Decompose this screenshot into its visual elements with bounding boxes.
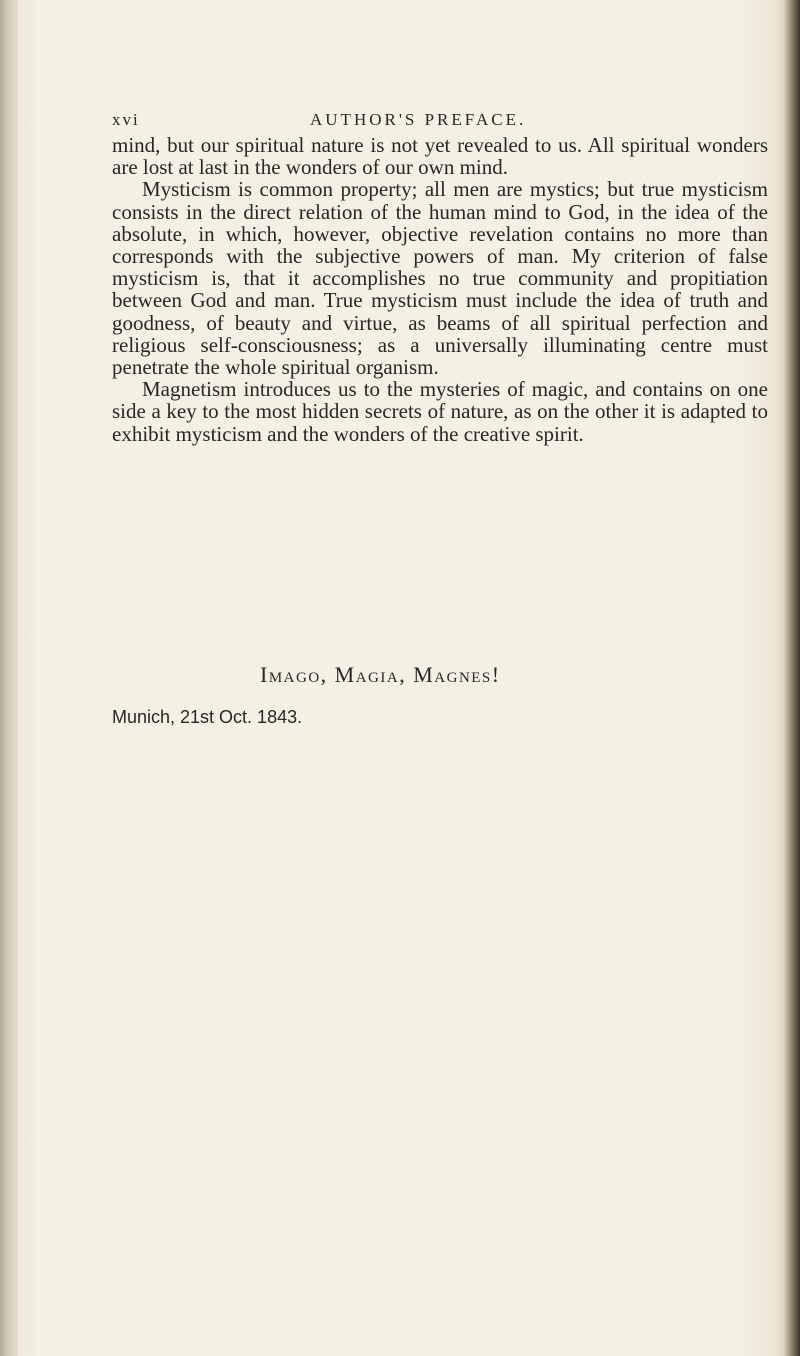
page-number: xvi bbox=[112, 110, 140, 129]
body-text bbox=[112, 134, 768, 445]
motto: Imago, Magia, Magnes! bbox=[260, 662, 501, 687]
page-header bbox=[112, 110, 767, 134]
paragraph: mind, but our spiritual nature is not yet revealed to us. All spiritual wonders are lost at last in the wonders of our own mind. bbox=[112, 133, 768, 180]
paragraph: Mysticism is common property; all men are mystics; but true mysticism consists in the direct relation of the human mind to God, in the idea of the absolute, in which, however, objective revelation contains no more than corresponds with the subjective powers of man. My criterion of false mysticism is, that it accomplishes no true community and propitiation between God and man. True mysticism must include the idea of truth and goodness, of beauty and virtue, as beams of all spiritual perfection and religious self-consciousness; as a universally illuminating centre must penetrate the whole spiritual organism. bbox=[112, 177, 768, 380]
page-edge bbox=[784, 0, 800, 1356]
page-gutter bbox=[0, 0, 18, 1356]
signature-date: Munich, 21st Oct. 1843. bbox=[112, 707, 303, 727]
paragraph: Magnetism introduces us to the mysteries of magic, and contains on one side a key to the most hidden secrets of nature, as on the other it is adapted to exhibit mysticism and the wonders of the creative spirit. bbox=[112, 377, 768, 446]
running-head: AUTHOR'S PREFACE. bbox=[310, 110, 527, 129]
